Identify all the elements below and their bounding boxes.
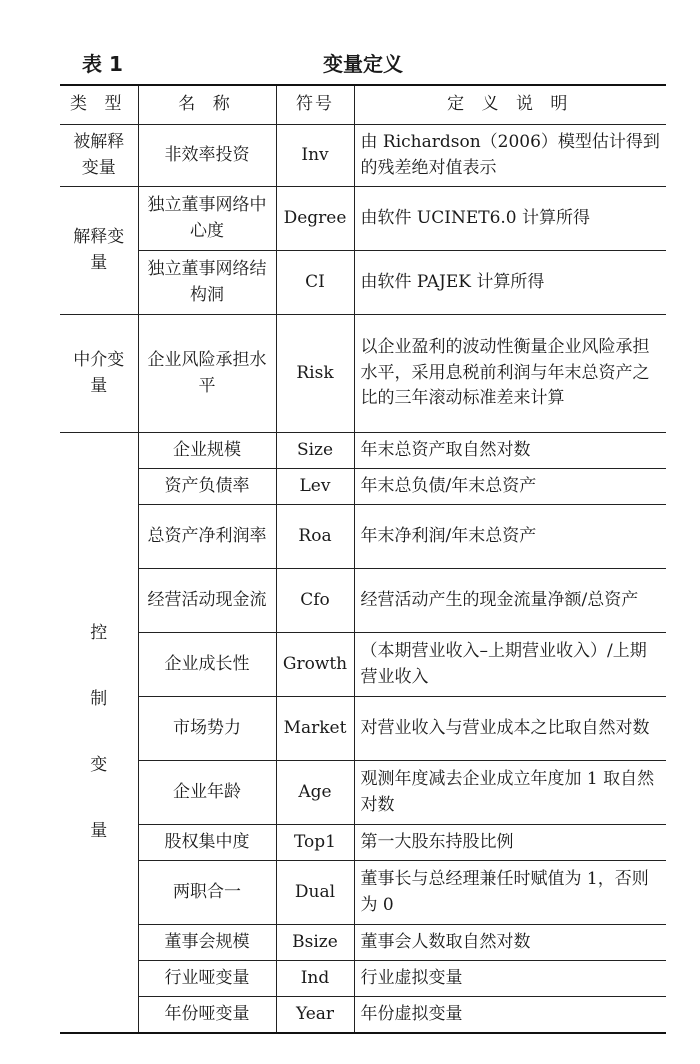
- variable-definition-cell: 第一大股东持股比例: [354, 825, 666, 861]
- variable-name-cell: 非效率投资: [138, 125, 276, 187]
- table-row: [60, 697, 666, 761]
- table-title: 变量定义: [323, 52, 403, 76]
- variable-symbol-cell: Lev: [276, 469, 354, 505]
- variable-type-cell: [60, 315, 138, 433]
- variable-name-cell: 企业年龄: [138, 761, 276, 825]
- variable-definition-cell: 年末净利润/年末总资产: [354, 505, 666, 569]
- variable-definition-cell: 经营活动产生的现金流量净额/总资产: [354, 569, 666, 633]
- variable-name-cell: 资产负债率: [138, 469, 276, 505]
- variable-symbol-cell: Year: [276, 997, 354, 1033]
- table-row: [60, 961, 666, 997]
- variable-definition-cell: 由软件 PAJEK 计算所得: [354, 251, 666, 315]
- variable-definition-cell: 观测年度减去企业成立年度加 1 取自然对数: [354, 761, 666, 825]
- variable-definition-cell: 年末总资产取自然对数: [354, 433, 666, 469]
- variable-definition-cell: 董事长与总经理兼任时赋值为 1，否则为 0: [354, 861, 666, 925]
- table-row: [60, 825, 666, 861]
- table-body: [60, 125, 666, 1033]
- variable-name-cell: 两职合一: [138, 861, 276, 925]
- table-row: [60, 925, 666, 961]
- table-row: [60, 761, 666, 825]
- variable-definition-cell: 对营业收入与营业成本之比取自然对数: [354, 697, 666, 761]
- variable-symbol-cell: Market: [276, 697, 354, 761]
- table-row: [60, 505, 666, 569]
- variable-definition-cell: 董事会人数取自然对数: [354, 925, 666, 961]
- table-row: [60, 997, 666, 1033]
- variable-name-cell: 股权集中度: [138, 825, 276, 861]
- variable-type-label: 中介变量: [73, 350, 125, 396]
- variable-name-cell: 独立董事网络中心度: [138, 187, 276, 251]
- variable-definition-cell: 行业虚拟变量: [354, 961, 666, 997]
- table-number: 表 1: [82, 52, 123, 76]
- variable-definition-cell: （本期营业收入–上期营业收入）/上期营业收入: [354, 633, 666, 697]
- header-row: [60, 85, 666, 125]
- variable-definition-cell: 以企业盈利的波动性衡量企业风险承担水平，采用息税前利润与年末总资产之比的三年滚动标准差来计算: [354, 315, 666, 433]
- variable-symbol-cell: Growth: [276, 633, 354, 697]
- table-row: [60, 469, 666, 505]
- variable-definition-cell: 由软件 UCINET6.0 计算所得: [354, 187, 666, 251]
- variable-symbol-cell: Ind: [276, 961, 354, 997]
- variable-symbol-cell: Roa: [276, 505, 354, 569]
- variable-type-label: 解释变量: [73, 227, 125, 273]
- variable-type-label: 被解释变量: [73, 132, 125, 178]
- table-row: [60, 125, 666, 187]
- variable-symbol-cell: Top1: [276, 825, 354, 861]
- variable-symbol-cell: Size: [276, 433, 354, 469]
- header-symbol: 符号: [276, 85, 354, 125]
- variable-name-cell: 年份哑变量: [138, 997, 276, 1033]
- variable-name-cell: 市场势力: [138, 697, 276, 761]
- table-row: [60, 187, 666, 251]
- table-row: [60, 569, 666, 633]
- variable-definition-table: [60, 84, 666, 1034]
- variable-name-cell: 总资产净利润率: [138, 505, 276, 569]
- variable-type-label: 控制变量: [90, 623, 108, 842]
- variable-type-cell: [60, 125, 138, 187]
- variable-symbol-cell: Bsize: [276, 925, 354, 961]
- variable-symbol-cell: Dual: [276, 861, 354, 925]
- variable-name-cell: 企业规模: [138, 433, 276, 469]
- table-caption: [60, 38, 666, 78]
- variable-name-cell: 董事会规模: [138, 925, 276, 961]
- variable-symbol-cell: Degree: [276, 187, 354, 251]
- variable-symbol-cell: Cfo: [276, 569, 354, 633]
- table-row: [60, 315, 666, 433]
- variable-symbol-cell: Age: [276, 761, 354, 825]
- header-name: 名 称: [138, 85, 276, 125]
- variable-name-cell: 经营活动现金流: [138, 569, 276, 633]
- table-row: [60, 633, 666, 697]
- variable-symbol-cell: Risk: [276, 315, 354, 433]
- table-row: [60, 861, 666, 925]
- header-definition: 定 义 说 明: [354, 85, 666, 125]
- variable-type-cell: [60, 187, 138, 315]
- variable-type-cell: [60, 433, 138, 1033]
- table-row: [60, 251, 666, 315]
- variable-symbol-cell: Inv: [276, 125, 354, 187]
- variable-definition-cell: 年份虚拟变量: [354, 997, 666, 1033]
- variable-definition-cell: 年末总负债/年末总资产: [354, 469, 666, 505]
- variable-name-cell: 企业风险承担水平: [138, 315, 276, 433]
- header-type: 类 型: [60, 85, 138, 125]
- variable-name-cell: 独立董事网络结构洞: [138, 251, 276, 315]
- variable-definition-cell: 由 Richardson（2006）模型估计得到的残差绝对值表示: [354, 125, 666, 187]
- variable-name-cell: 行业哑变量: [138, 961, 276, 997]
- variable-symbol-cell: CI: [276, 251, 354, 315]
- variable-name-cell: 企业成长性: [138, 633, 276, 697]
- table-row: [60, 433, 666, 469]
